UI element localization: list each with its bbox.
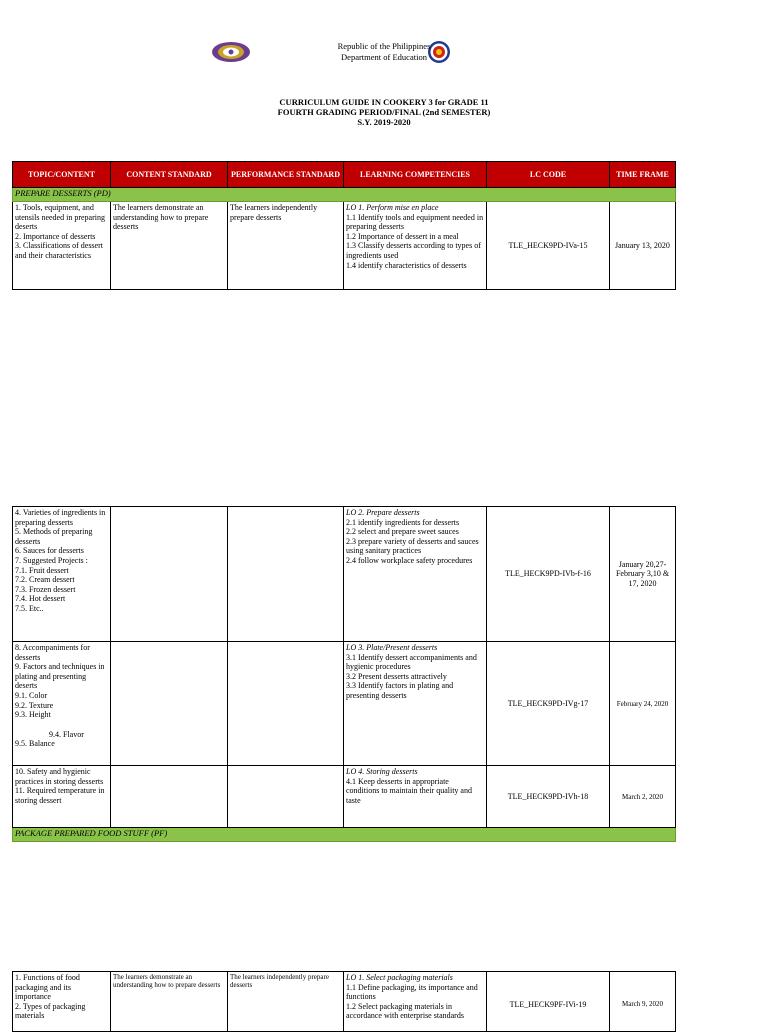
lc-code-cell: TLE_HECK9PD-IVg-17 [487,642,610,766]
time-frame-cell: March 9, 2020 [610,972,676,1032]
competencies-cell: LO 1. Perform mise en place 1.1 Identify tools and equipment needed in preparing desserts 1.2 Importance of dessert in a meal 1.3 Classify desserts according to types of ingredients used 1.4 identify characteristics of desserts [344,202,487,290]
time-frame-cell: January 13, 2020 [610,202,676,290]
col-header-performance-standard: PERFORMANCE STANDARD [228,162,344,188]
topic-cell: 1. Tools, equipment, and utensils needed in preparing deserts 2. Importance of desserts 3. Classifications of dessert and their characteristics [13,202,111,290]
col-header-lc-code: LC CODE [487,162,610,188]
lc-code-cell: TLE_HECK9PD-IVb-f-16 [487,507,610,642]
content-standard-cell [111,766,228,828]
col-header-topic: TOPIC/CONTENT [13,162,111,188]
topic-cell: 4. Varieties of ingredients in preparing desserts 5. Methods of preparing desserts 6. Sauces for desserts 7. Suggested Projects : 7.1. Fruit dessert 7.2. Cream dessert 7.3. Frozen dessert 7.4. Hot dessert 7.5. Etc.. [13,507,111,642]
content-standard-cell: The learners demonstrate an understanding how to prepare desserts [111,202,228,290]
agency-header [0,41,768,63]
table-row [13,642,676,766]
curriculum-table-part-3 [12,971,676,1032]
performance-standard-cell: The learners independently prepare desserts [228,972,344,1032]
performance-standard-cell: The learners independently prepare desserts [228,202,344,290]
competencies-cell: LO 3. Plate/Present desserts 3.1 Identify dessert accompaniments and hygienic procedures 3.2 Present desserts attractively 3.3 Identify factors in plating and presenting desserts [344,642,487,766]
title-line-1: CURRICULUM GUIDE IN COOKERY 3 for GRADE 11 [279,97,489,107]
col-header-learning-competencies: LEARNING COMPETENCIES [344,162,487,188]
table-header-row [13,162,676,188]
competencies-cell: LO 2. Prepare desserts 2.1 identify ingredients for desserts 2.2 select and prepare sweet sauces 2.3 prepare variety of desserts and sauces using sanitary practices 2.4 follow workplace safety procedures [344,507,487,642]
curriculum-table-part-2 [12,506,676,842]
lc-code-cell: TLE_HECK9PD-IVa-15 [487,202,610,290]
section-label: PREPARE DESSERTS (PD) [13,188,676,202]
competencies-cell: LO 4. Storing desserts 4.1 Keep desserts in appropriate conditions to maintain their quality and taste [344,766,487,828]
content-standard-cell [111,642,228,766]
performance-standard-cell [228,766,344,828]
content-standard-cell [111,507,228,642]
table-row [13,202,676,290]
topic-cell: 1. Functions of food packaging and its importance 2. Types of packaging materials [13,972,111,1032]
table-row [13,972,676,1032]
document-title [0,97,768,127]
time-frame-cell: March 2, 2020 [610,766,676,828]
curriculum-table-part-1 [12,161,676,290]
table-row [13,766,676,828]
title-line-3: S.Y. 2019-2020 [357,117,411,127]
republic-label: Republic of the Philippines [337,41,431,51]
performance-standard-cell [228,642,344,766]
time-frame-cell: February 24, 2020 [610,642,676,766]
section-row-pd [13,188,676,202]
table-row [13,507,676,642]
col-header-time-frame: TIME FRAME [610,162,676,188]
content-standard-cell: The learners demonstrate an understanding how to prepare desserts [111,972,228,1032]
lc-code-cell: TLE_HECK9PF-IVi-19 [487,972,610,1032]
section-row-pf [13,828,676,842]
topic-cell: 10. Safety and hygienic practices in storing desserts 11. Required temperature in storing dessert [13,766,111,828]
department-label: Department of Education [341,52,427,62]
section-label: PACKAGE PREPARED FOOD STUFF (PF) [13,828,676,842]
performance-standard-cell [228,507,344,642]
title-line-2: FOURTH GRADING PERIOD/FINAL (2nd SEMESTER) [277,107,491,117]
topic-cell: 8. Accompaniments for desserts 9. Factors and techniques in plating and presenting deserts 9.1. Color 9.2. Texture 9.3. Height 9.4. Flavor 9.5. Balance [13,642,111,766]
competencies-cell: LO 1. Select packaging materials 1.1 Define packaging, its importance and functions 1.2 Select packaging materials in accordance with enterprise standards [344,972,487,1032]
lc-code-cell: TLE_HECK9PD-IVh-18 [487,766,610,828]
time-frame-cell: January 20,27- February 3,10 & 17, 2020 [610,507,676,642]
col-header-content-standard: CONTENT STANDARD [111,162,228,188]
